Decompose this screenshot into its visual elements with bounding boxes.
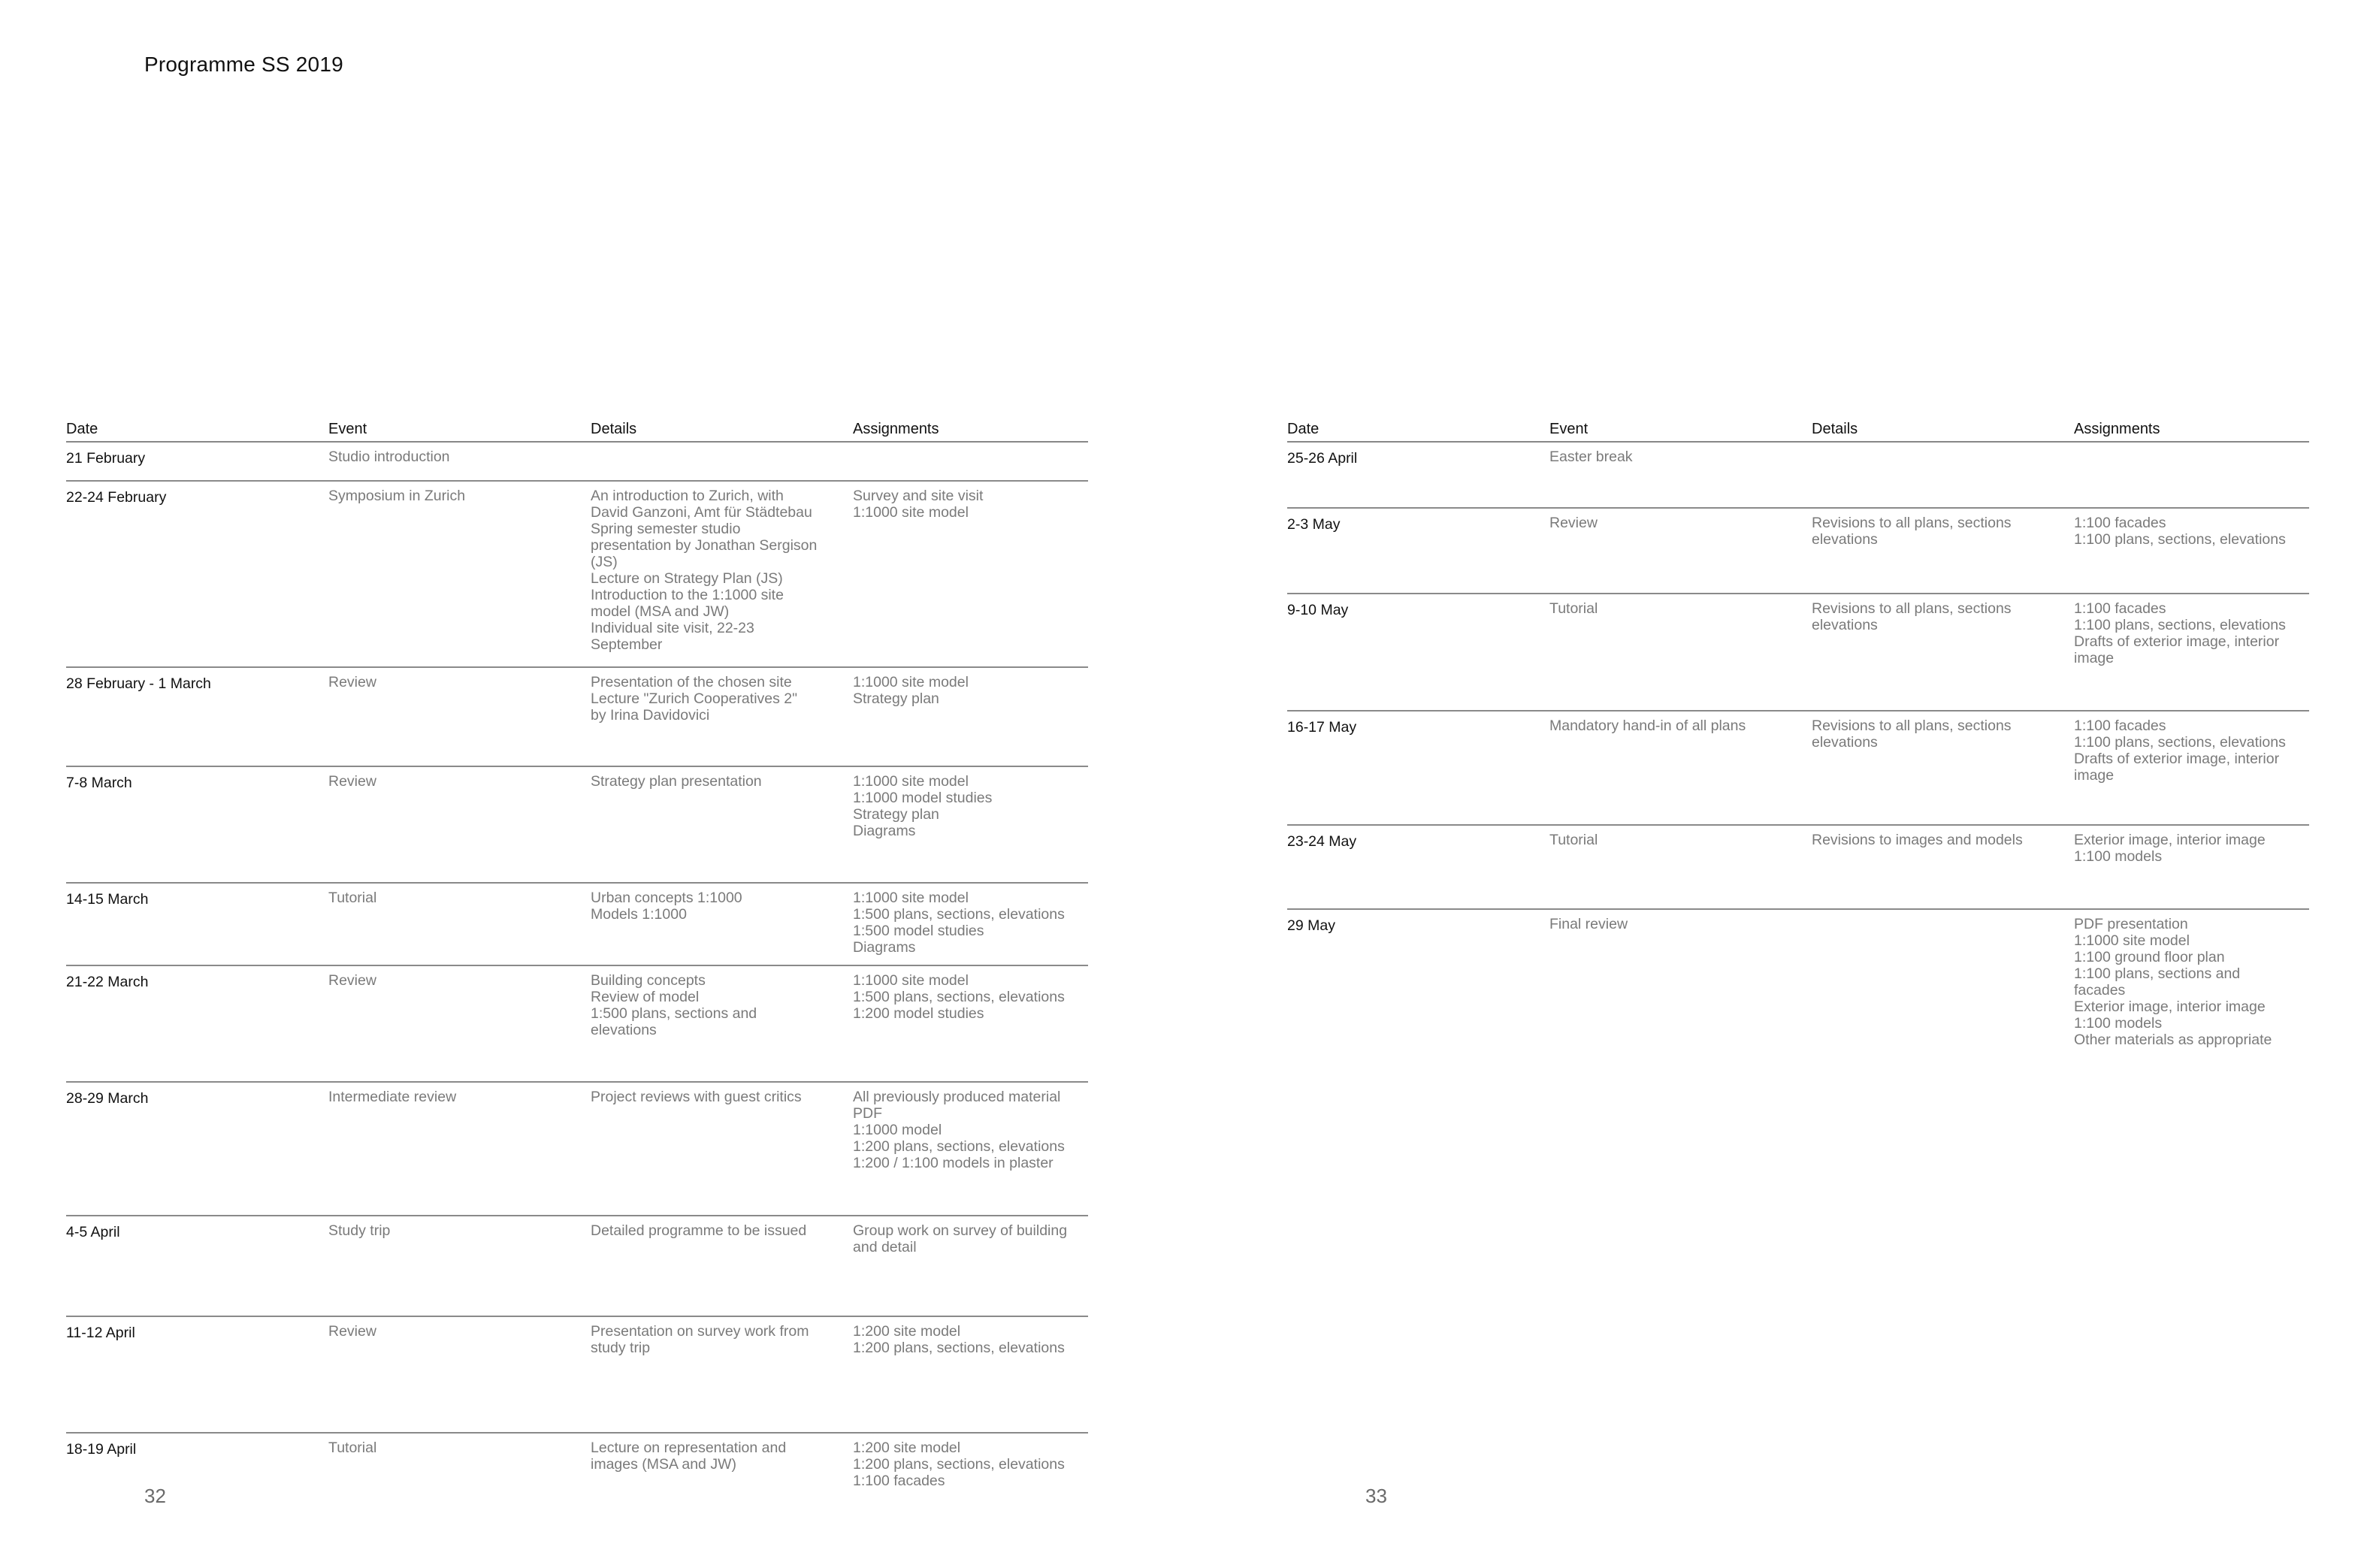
cell-date: 16-17 May bbox=[1287, 719, 1357, 736]
cell-date: 28 February - 1 March bbox=[66, 675, 211, 692]
table-row bbox=[1287, 910, 2309, 1048]
cell-assignments: 1:100 facades 1:100 plans, sections, elevations Drafts of exterior image, interior image bbox=[2074, 600, 2286, 666]
cell-details: Project reviews with guest critics bbox=[591, 1089, 802, 1105]
cell-details: Presentation of the chosen site Lecture "Zurich Cooperatives 2" by Irina Davidovici bbox=[591, 674, 798, 724]
cell-event: Tutorial bbox=[328, 1440, 377, 1456]
cell-assignments: PDF presentation 1:1000 site model 1:100 ground floor plan 1:100 plans, sections and facades Exterior image, interior image 1:100 models Other materials as appropriate bbox=[2074, 916, 2272, 1048]
cell-event: Mandatory hand-in of all plans bbox=[1549, 718, 1746, 734]
cell-details: Strategy plan presentation bbox=[591, 773, 762, 790]
cell-details: Revisions to all plans, sections elevations bbox=[1812, 718, 2012, 751]
table-row bbox=[66, 1216, 1088, 1317]
cell-date: 7-8 March bbox=[66, 775, 132, 791]
cell-event: Easter break bbox=[1549, 449, 1633, 465]
cell-date: 28-29 March bbox=[66, 1090, 149, 1107]
table-header bbox=[66, 418, 1088, 443]
cell-event: Intermediate review bbox=[328, 1089, 457, 1105]
cell-details: Revisions to images and models bbox=[1812, 832, 2023, 848]
cell-assignments: Survey and site visit 1:1000 site model bbox=[853, 488, 984, 521]
cell-details bbox=[1812, 910, 2074, 1045]
cell-details: Detailed programme to be issued bbox=[591, 1222, 807, 1239]
cell-details: Presentation on survey work from study trip bbox=[591, 1323, 809, 1356]
cell-event: Symposium in Zurich bbox=[328, 488, 466, 504]
cell-details: Lecture on representation and images (MSA and JW) bbox=[591, 1440, 787, 1473]
page-number-right: 33 bbox=[1365, 1485, 1387, 1507]
column-header-date: Date bbox=[1287, 421, 1320, 437]
cell-assignments: 1:100 facades 1:100 plans, sections, elevations Drafts of exterior image, interior image bbox=[2074, 718, 2286, 784]
table-row bbox=[66, 884, 1088, 966]
table-header bbox=[1287, 418, 2309, 443]
cell-assignments: 1:1000 site model 1:1000 model studies Strategy plan Diagrams bbox=[853, 773, 993, 839]
cell-assignments: 1:200 site model 1:200 plans, sections, elevations bbox=[853, 1323, 1065, 1356]
cell-event: Review bbox=[328, 1323, 376, 1340]
table-row bbox=[66, 966, 1088, 1083]
schedule-table-right bbox=[1287, 418, 2309, 1048]
cell-date: 9-10 May bbox=[1287, 602, 1349, 618]
column-header-event: Event bbox=[1549, 421, 1589, 437]
table-row bbox=[1287, 826, 2309, 910]
cell-details: Revisions to all plans, sections elevations bbox=[1812, 515, 2012, 548]
table-row bbox=[1287, 443, 2309, 509]
cell-event: Tutorial bbox=[1549, 600, 1598, 617]
page-title: Programme SS 2019 bbox=[144, 53, 343, 76]
cell-assignments bbox=[2074, 443, 2309, 507]
cell-details: Building concepts Review of model 1:500 plans, sections and elevations bbox=[591, 972, 757, 1038]
cell-event: Review bbox=[1549, 515, 1598, 531]
schedule-table-left bbox=[66, 418, 1088, 1516]
cell-details: Revisions to all plans, sections elevations bbox=[1812, 600, 2012, 633]
cell-assignments: 1:1000 site model Strategy plan bbox=[853, 674, 969, 707]
cell-date: 21-22 March bbox=[66, 974, 149, 990]
cell-date: 25-26 April bbox=[1287, 450, 1358, 467]
cell-assignments: Exterior image, interior image 1:100 models bbox=[2074, 832, 2266, 865]
cell-assignments: 1:200 site model 1:200 plans, sections, elevations 1:100 facades bbox=[853, 1440, 1065, 1489]
cell-event: Final review bbox=[1549, 916, 1628, 932]
table-row bbox=[66, 1083, 1088, 1216]
cell-event: Tutorial bbox=[1549, 832, 1598, 848]
cell-date: 11-12 April bbox=[66, 1325, 135, 1341]
table-row bbox=[66, 443, 1088, 482]
cell-event: Review bbox=[328, 674, 376, 690]
cell-event: Review bbox=[328, 773, 376, 790]
cell-details bbox=[1812, 443, 2074, 507]
cell-date: 18-19 April bbox=[66, 1441, 137, 1458]
cell-event: Studio introduction bbox=[328, 449, 450, 465]
table-row bbox=[66, 1434, 1088, 1516]
cell-assignments: 1:1000 site model 1:500 plans, sections, elevations 1:200 model studies bbox=[853, 972, 1065, 1022]
table-row bbox=[1287, 509, 2309, 594]
table-row bbox=[66, 668, 1088, 767]
cell-event: Review bbox=[328, 972, 376, 989]
cell-date: 21 February bbox=[66, 450, 146, 467]
cell-assignments: 1:100 facades 1:100 plans, sections, elevations bbox=[2074, 515, 2286, 548]
cell-assignments bbox=[853, 443, 1088, 480]
column-header-details: Details bbox=[591, 421, 637, 437]
cell-details bbox=[591, 443, 853, 480]
table-row bbox=[66, 1317, 1088, 1434]
cell-details: An introduction to Zurich, with David Ganzoni, Amt für Städtebau Spring semester studio presentation by Jonathan Sergison (JS) Lecture on Strategy Plan (JS) Introduction to the 1:1000 site model (MSA and JW) Individual site visit, 22-23 September bbox=[591, 488, 818, 653]
column-header-event: Event bbox=[328, 421, 367, 437]
column-header-assignments: Assignments bbox=[853, 421, 939, 437]
cell-date: 4-5 April bbox=[66, 1224, 120, 1240]
cell-assignments: Group work on survey of building and detail bbox=[853, 1222, 1068, 1255]
cell-date: 2-3 May bbox=[1287, 516, 1341, 533]
table-row bbox=[66, 767, 1088, 884]
cell-date: 29 May bbox=[1287, 917, 1335, 934]
cell-date: 23-24 May bbox=[1287, 833, 1357, 850]
cell-details: Urban concepts 1:1000 Models 1:1000 bbox=[591, 890, 742, 923]
page-number-left: 32 bbox=[144, 1485, 166, 1507]
cell-assignments: 1:1000 site model 1:500 plans, sections, elevations 1:500 model studies Diagrams bbox=[853, 890, 1065, 956]
cell-assignments: All previously produced material PDF 1:1000 model 1:200 plans, sections, elevations 1:200 / 1:100 models in plaster bbox=[853, 1089, 1065, 1171]
column-header-date: Date bbox=[66, 421, 98, 437]
cell-date: 22-24 February bbox=[66, 489, 167, 506]
cell-date: 14-15 March bbox=[66, 891, 149, 908]
table-row bbox=[66, 482, 1088, 668]
cell-event: Tutorial bbox=[328, 890, 377, 906]
table-row bbox=[1287, 594, 2309, 711]
table-row bbox=[1287, 711, 2309, 826]
column-header-details: Details bbox=[1812, 421, 1858, 437]
column-header-assignments: Assignments bbox=[2074, 421, 2160, 437]
cell-event: Study trip bbox=[328, 1222, 391, 1239]
